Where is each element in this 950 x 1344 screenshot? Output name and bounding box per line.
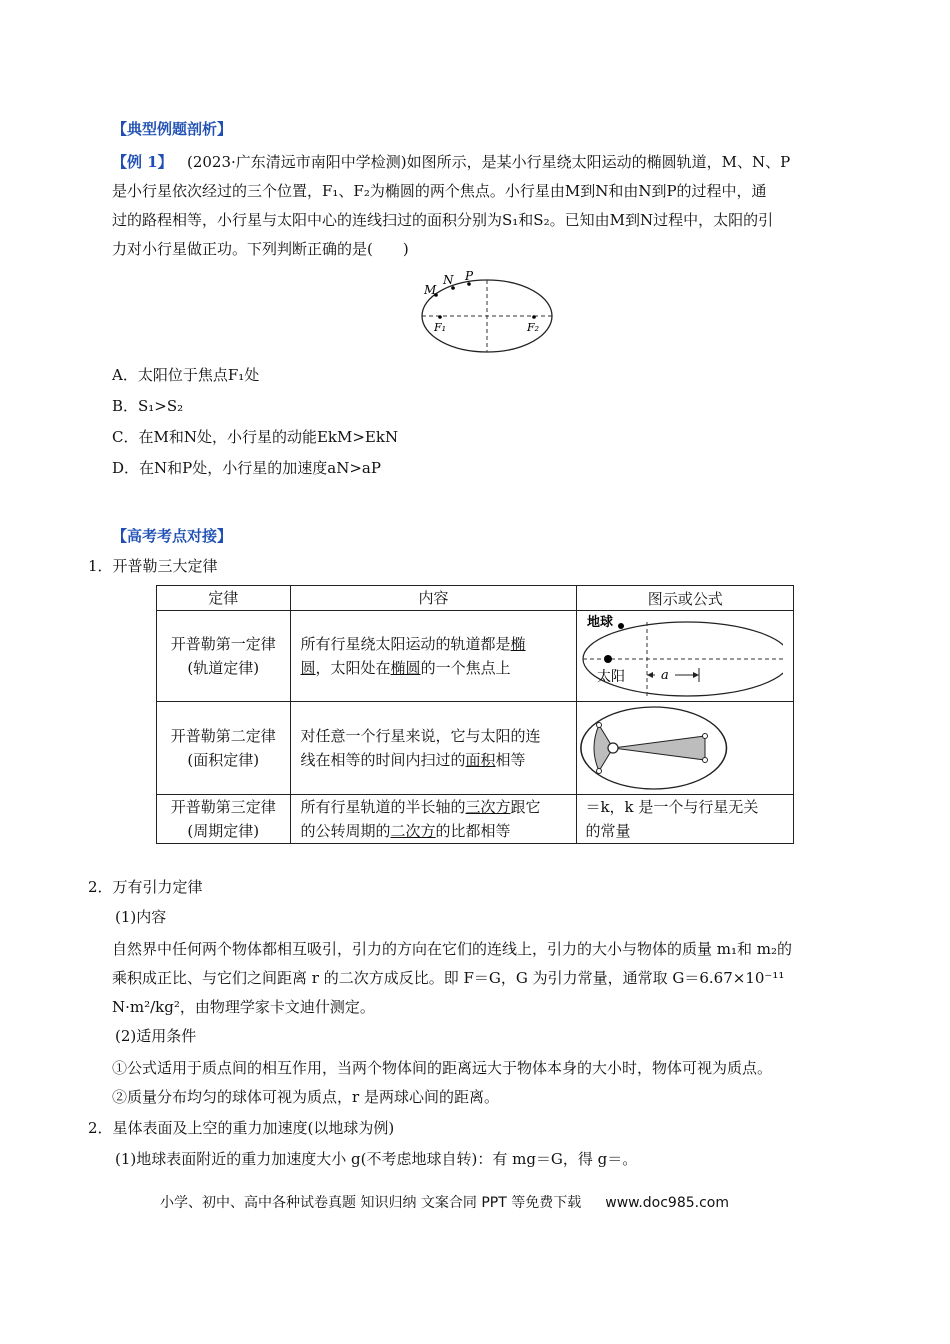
law2-title: 开普勒第二定律 [170,727,276,745]
item2-cond-1: ①公式适用于质点间的相互作用，当两个物体间的距离远大于物体本身的大小时，物体可视为质点。 [112,1059,773,1077]
law1-underline-a: 椭 [510,635,526,653]
item2-cond-2: ②质量分布均匀的球体可视为质点，r 是两球心间的距离。 [112,1088,499,1106]
law1-sun-label: 太阳 [597,669,626,685]
question-line-3: 过的路程相等，小行星与太阳中心的连线扫过的面积分别为S₁和S₂。已知由M到N过程中，太阳的引 [112,211,774,229]
law3-name [157,795,291,844]
question-line-1: (2023·广东清远市南阳中学检测)如图所示，是某小行星绕太阳运动的椭圆轨道，M、N、P [186,153,791,171]
exam-heading: 【高考考点对接】 [112,527,233,545]
law2-name [157,702,291,795]
option-d: D．在N和P处，小行星的加速度aN>aP [112,459,381,477]
law3-text-c: 的公转周期的 [300,822,391,840]
example-question [112,148,864,264]
law1-a-arrowhead-left [647,672,653,678]
law2-line-1: 对任意一个行星来说，它与太阳的连 [300,727,541,745]
law1-underline-c: 椭圆 [390,659,421,677]
label-f2: F₂ [527,321,540,334]
table-row [157,795,794,844]
option-c: C．在M和N处，小行星的动能EkM>EkN [112,428,399,446]
header-content: 内容 [290,586,577,611]
kepler-table [156,585,794,844]
law3-text-b: 跟它 [510,798,541,816]
law1-text-b: ，太阳处在 [315,659,391,677]
header-law: 定律 [157,586,291,611]
question-line-2: 是小行星依次经过的三个位置，F₁、F₂为椭圆的两个焦点。小行星由M到N和由N到P的过程中，通 [112,182,767,200]
focus-f1-dot [438,315,442,319]
item2-title: 2．万有引力定律 [88,878,203,896]
law2-planet-2 [597,769,602,774]
question-line-4: 力对小行星做正功。下列判断正确的是( ) [112,240,409,258]
table-row [157,611,794,702]
item1-title: 1．开普勒三大定律 [88,557,218,575]
header-figure: 图示或公式 [577,586,794,611]
law3-formula-line-2: 的常量 [585,822,631,840]
law1-text-a: 所有行星绕太阳运动的轨道都是 [300,635,511,653]
law1-underline-b: 圆 [300,659,316,677]
law1-title: 开普勒第一定律 [170,635,276,653]
footer-text: 小学、初中、高中各种试卷真题 知识归纳 文案合同 PPT 等免费下载 [160,1195,582,1211]
label-f1: F₁ [434,321,447,334]
law3-alias: (周期定律) [187,822,260,840]
item3-title: 2．星体表面及上空的重力加速度(以地球为例) [88,1119,395,1137]
law2-text-a: 线在相等的时间内扫过的 [300,751,466,769]
item2-sub2: (2)适用条件 [115,1027,197,1045]
law3-title: 开普勒第三定律 [170,798,276,816]
law2-figure [577,703,783,793]
item3-line: (1)地球表面附近的重力加速度大小 g(不考虑地球自转)：有 mg＝G，得 g＝。 [115,1150,638,1168]
law2-planet-3 [703,734,708,739]
footer-site-link[interactable]: www.doc985.com [605,1195,729,1211]
law1-alias: (轨道定律) [187,659,260,677]
table-header-row [157,586,794,611]
item2-para-line-3: N·m²/kg²，由物理学家卡文迪什测定。 [112,998,375,1016]
example-heading: 【典型例题剖析】 [112,120,233,138]
example-tag: 【例 1】 [112,153,173,171]
law3-content [290,795,577,844]
law2-planet-1 [597,723,602,728]
law1-name [157,611,291,702]
focus-f2-dot [532,315,536,319]
law2-underline: 面积 [465,751,496,769]
law2-content [290,702,577,795]
law1-earth-label: 地球 [587,615,614,630]
table-row [157,702,794,795]
law1-figure-cell [577,611,794,702]
law2-area-right [613,736,705,760]
law2-planet-4 [703,758,708,763]
law1-content [290,611,577,702]
label-p: P [465,269,474,283]
item2-para-line-2: 乘积成正比、与它们之间距离 r 的二次方成反比。即 F＝G，G 为引力常量，通常取 G＝6.67×10⁻¹¹ [112,969,785,987]
law3-underline-a: 三次方 [465,798,511,816]
law1-a-label: a [661,668,670,683]
law3-text-d: 的比都相等 [435,822,511,840]
label-m: M [424,283,437,297]
orbit-figure [410,266,570,356]
law1-sun-dot [604,655,612,663]
item2-para-line-1: 自然界中任何两个物体都相互吸引，引力的方向在它们的连线上，引力的大小与物体的质量 m₁和 m₂的 [112,940,793,958]
law3-formula-line-1: ＝k，k 是一个与行星无关 [585,798,759,816]
law3-underline-b: 二次方 [390,822,436,840]
option-b: B．S₁>S₂ [112,397,184,415]
law2-text-b: 相等 [495,751,526,769]
law2-alias: (面积定律) [187,751,260,769]
law3-text-a: 所有行星轨道的半长轴的 [300,798,466,816]
item2-conditions [112,1054,864,1112]
law1-a-arrowhead-right [693,672,699,678]
law1-earth-dot [618,623,624,629]
label-n: N [443,273,454,287]
option-a: A．太阳位于焦点F₁处 [112,366,260,384]
law2-sun [608,743,618,753]
item2-sub1: (1)内容 [115,908,167,926]
page-footer [160,1192,729,1212]
law2-figure-cell [577,702,794,795]
law3-formula [577,795,794,844]
item2-paragraph [112,935,864,1022]
law1-text-c: 的一个焦点上 [420,659,511,677]
law1-figure [577,612,783,700]
